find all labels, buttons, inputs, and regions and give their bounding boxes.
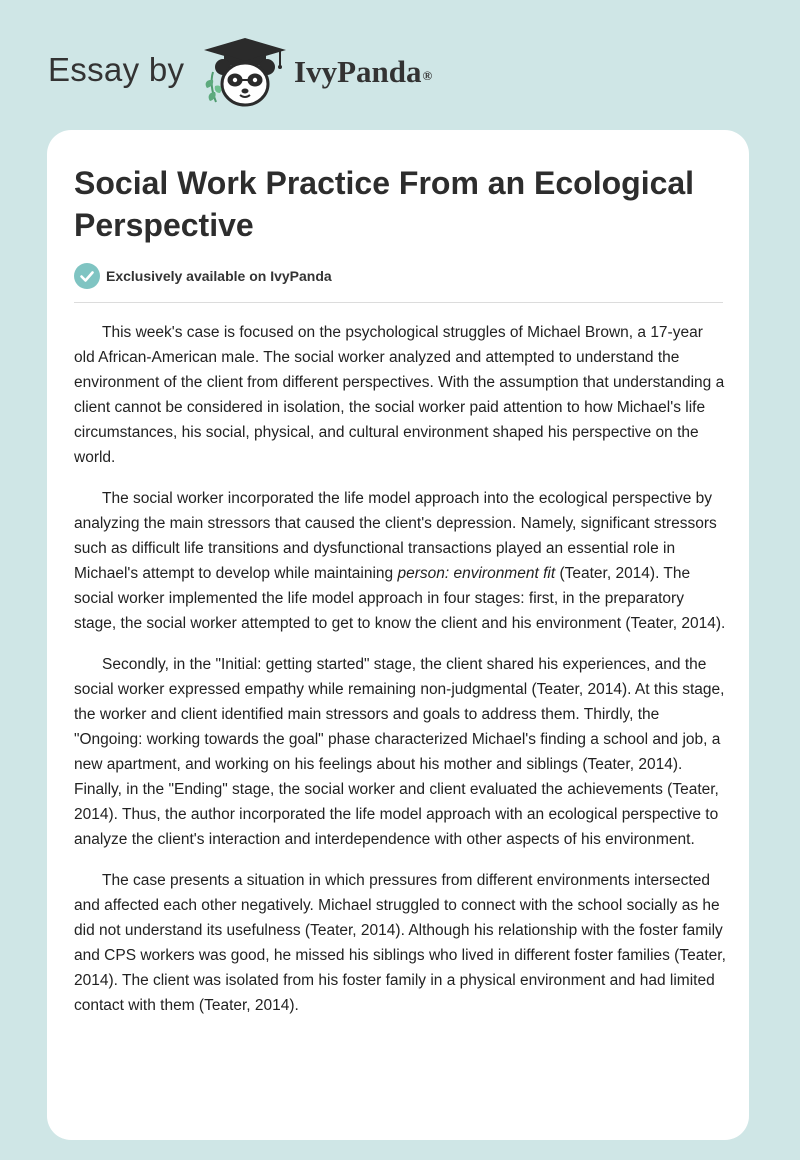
paragraph: Secondly, in the "Initial: getting started" stage, the client shared his experiences, and the social worker expressed empathy while remaining non-judgmental (Teater, 2014). At this stage, the worker and client identified main stressors and goals to address them. Thirdly, the "Ongoing: working towards the goal" phase characterized Michael's finding a school and job, a new apartment, and working on his feelings about his mother and siblings (Teater, 2014). Finally, in the "Ending" stage, the social worker and client evaluated the achievements (Teater, 2014). Thus, the author incorporated the life model approach with an ecological perspective to analyze the client's interaction and interdependence with other aspects of his environment. [74,656,725,848]
paragraph: The case presents a situation in which pressures from different environments intersected and affected each other negatively. Michael struggled to connect with the school socially as he did not understand its usefulness (Teater, 2014). Although his relationship with the foster family and CPS workers was good, he missed his siblings who lived in different foster families (Teater, 2014). The client was isolated from his foster family in a physical environment and had limited contact with them (Teater, 2014). [74,872,726,1014]
badge-text: Exclusively available on IvyPanda [106,268,332,284]
exclusive-badge [74,263,332,289]
check-circle-icon [74,263,100,289]
registered-mark: ® [422,68,433,83]
brand-name[interactable] [294,52,432,92]
paragraph [74,486,726,636]
divider [74,302,723,303]
essay-card [47,130,749,1140]
site-header [0,0,800,130]
page-title: Social Work Practice From an Ecological Perspective [74,165,695,243]
paragraph: This week's case is focused on the psychological struggles of Michael Brown, a 17-year old African-American male. The social worker analyzed and attempted to understand the environment of the client from different perspectives. With the assumption that understanding a client cannot be considered in isolation, the social worker paid attention to how Michael's life circumstances, his social, physical, and cultural environment shaped his perspective on the world. [74,324,725,466]
essay-body [74,320,726,1034]
paragraph-text: (Teater, 2014). The social worker implemented the life model approach in four stages: first, in the preparatory stage, the social worker attempted to get to know the client and his environment (Teater, 2014). [74,565,726,632]
panda-graduate-logo-icon[interactable] [200,36,290,110]
emphasis-term: person: environment fit [397,565,556,582]
paragraph-text: The social worker incorporated the life model approach into the ecological perspective by analyzing the main stressors that caused the client's depression. Namely, significant stressors such as difficult life transitions and dysfunctional transactions played an essential role in Michael's attempt to develop while maintaining [74,490,717,582]
brand-text: IvyPanda [294,54,422,89]
essay-by-label: Essay by [48,51,185,88]
